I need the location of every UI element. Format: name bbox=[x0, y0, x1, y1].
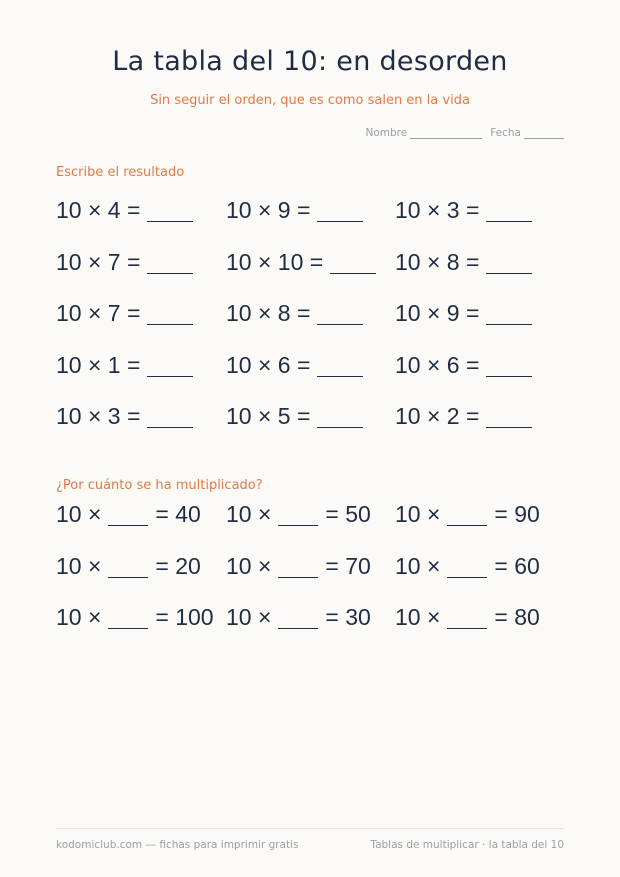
multiplication-problem bbox=[226, 300, 370, 327]
multiplication-problem bbox=[395, 249, 539, 276]
problem-text: 10 × 6 = bbox=[395, 351, 480, 378]
multiplication-problem bbox=[56, 300, 200, 327]
answer-blank[interactable] bbox=[486, 409, 532, 428]
multiplication-problem bbox=[56, 403, 200, 430]
section-title-factor: ¿Por cuánto se ha multiplicado? bbox=[56, 478, 263, 493]
answer-blank[interactable] bbox=[330, 255, 376, 274]
missing-factor-problem bbox=[56, 501, 201, 528]
footer-site: kodomiclub.com — fichas para imprimir gratis bbox=[56, 839, 299, 851]
name-label: Nombre bbox=[365, 127, 408, 139]
missing-factor-problem bbox=[395, 553, 540, 580]
problem-prefix: 10 × bbox=[56, 501, 102, 527]
missing-factor-problem bbox=[395, 501, 540, 528]
problem-text: 10 × 7 = bbox=[56, 248, 141, 275]
factor-blank[interactable] bbox=[108, 610, 148, 629]
problem-text: 10 × 9 = bbox=[226, 197, 311, 223]
date-field[interactable] bbox=[490, 127, 564, 139]
factor-blank[interactable] bbox=[447, 610, 487, 629]
problem-text: 10 × 2 = bbox=[395, 403, 480, 429]
problem-text: 10 × 1 = bbox=[56, 351, 141, 378]
problem-result: = 30 bbox=[325, 604, 371, 630]
problem-prefix: 10 × bbox=[395, 501, 441, 527]
factor-blank[interactable] bbox=[108, 559, 148, 578]
multiplication-problem bbox=[395, 403, 539, 430]
problem-result: = 60 bbox=[494, 552, 540, 579]
answer-blank[interactable] bbox=[317, 358, 363, 377]
answer-blank[interactable] bbox=[147, 358, 193, 377]
problem-result: = 90 bbox=[494, 501, 540, 527]
multiplication-problem bbox=[226, 403, 370, 430]
problem-prefix: 10 × bbox=[226, 604, 272, 630]
answer-blank[interactable] bbox=[317, 203, 363, 222]
problem-text: 10 × 5 = bbox=[226, 403, 311, 429]
multiplication-problem bbox=[395, 197, 539, 224]
problem-text: 10 × 7 = bbox=[56, 300, 141, 326]
problem-text: 10 × 8 = bbox=[226, 300, 311, 326]
problem-prefix: 10 × bbox=[395, 604, 441, 630]
answer-blank[interactable] bbox=[147, 409, 193, 428]
answer-blank[interactable] bbox=[147, 306, 193, 325]
answer-blank[interactable] bbox=[147, 203, 193, 222]
answer-blank[interactable] bbox=[486, 358, 532, 377]
name-date-fields bbox=[365, 127, 564, 139]
missing-factor-problem bbox=[395, 604, 540, 631]
missing-factor-problem bbox=[56, 604, 214, 631]
problem-result: = 50 bbox=[325, 501, 371, 527]
page-title: La tabla del 10: en desorden bbox=[112, 46, 508, 77]
factor-blank[interactable] bbox=[278, 559, 318, 578]
problem-prefix: 10 × bbox=[226, 501, 272, 527]
problem-text: 10 × 10 = bbox=[226, 248, 324, 275]
missing-factor-problem bbox=[226, 604, 371, 631]
problem-text: 10 × 4 = bbox=[56, 197, 141, 223]
problem-result: = 20 bbox=[155, 552, 201, 579]
footer-divider bbox=[56, 828, 564, 829]
answer-blank[interactable] bbox=[486, 203, 532, 222]
factor-blank[interactable] bbox=[278, 610, 318, 629]
multiplication-problem bbox=[395, 352, 539, 379]
answer-blank[interactable] bbox=[317, 306, 363, 325]
multiplication-problem bbox=[226, 197, 370, 224]
problem-result: = 100 bbox=[155, 604, 214, 630]
missing-factor-problem bbox=[226, 501, 371, 528]
multiplication-problem bbox=[56, 249, 200, 276]
section-title-results: Escribe el resultado bbox=[56, 165, 185, 180]
date-label: Fecha bbox=[490, 127, 521, 139]
missing-factor-problem bbox=[226, 553, 371, 580]
problem-prefix: 10 × bbox=[395, 552, 441, 579]
footer-topic: Tablas de multiplicar · la tabla del 10 bbox=[370, 839, 564, 851]
answer-blank[interactable] bbox=[317, 409, 363, 428]
problem-prefix: 10 × bbox=[56, 552, 102, 579]
name-blank[interactable] bbox=[410, 138, 482, 139]
answer-blank[interactable] bbox=[147, 255, 193, 274]
answer-blank[interactable] bbox=[486, 255, 532, 274]
factor-blank[interactable] bbox=[447, 559, 487, 578]
problem-prefix: 10 × bbox=[226, 552, 272, 579]
page-subtitle: Sin seguir el orden, que es como salen en la vida bbox=[150, 93, 470, 108]
problem-text: 10 × 3 = bbox=[56, 403, 141, 429]
problem-result: = 70 bbox=[325, 552, 371, 579]
factor-blank[interactable] bbox=[447, 507, 487, 526]
problem-result: = 40 bbox=[155, 501, 201, 527]
answer-blank[interactable] bbox=[486, 306, 532, 325]
multiplication-problem bbox=[226, 352, 370, 379]
name-field[interactable] bbox=[365, 127, 482, 139]
factor-blank[interactable] bbox=[278, 507, 318, 526]
problem-text: 10 × 9 = bbox=[395, 300, 480, 326]
problem-text: 10 × 8 = bbox=[395, 248, 480, 275]
problem-prefix: 10 × bbox=[56, 604, 102, 630]
problem-result: = 80 bbox=[494, 604, 540, 630]
multiplication-problem bbox=[56, 197, 200, 224]
multiplication-problem bbox=[395, 300, 539, 327]
problem-text: 10 × 6 = bbox=[226, 351, 311, 378]
factor-blank[interactable] bbox=[108, 507, 148, 526]
problem-text: 10 × 3 = bbox=[395, 197, 480, 223]
date-blank[interactable] bbox=[524, 138, 564, 139]
multiplication-problem bbox=[56, 352, 200, 379]
missing-factor-problem bbox=[56, 553, 201, 580]
multiplication-problem bbox=[226, 249, 383, 276]
